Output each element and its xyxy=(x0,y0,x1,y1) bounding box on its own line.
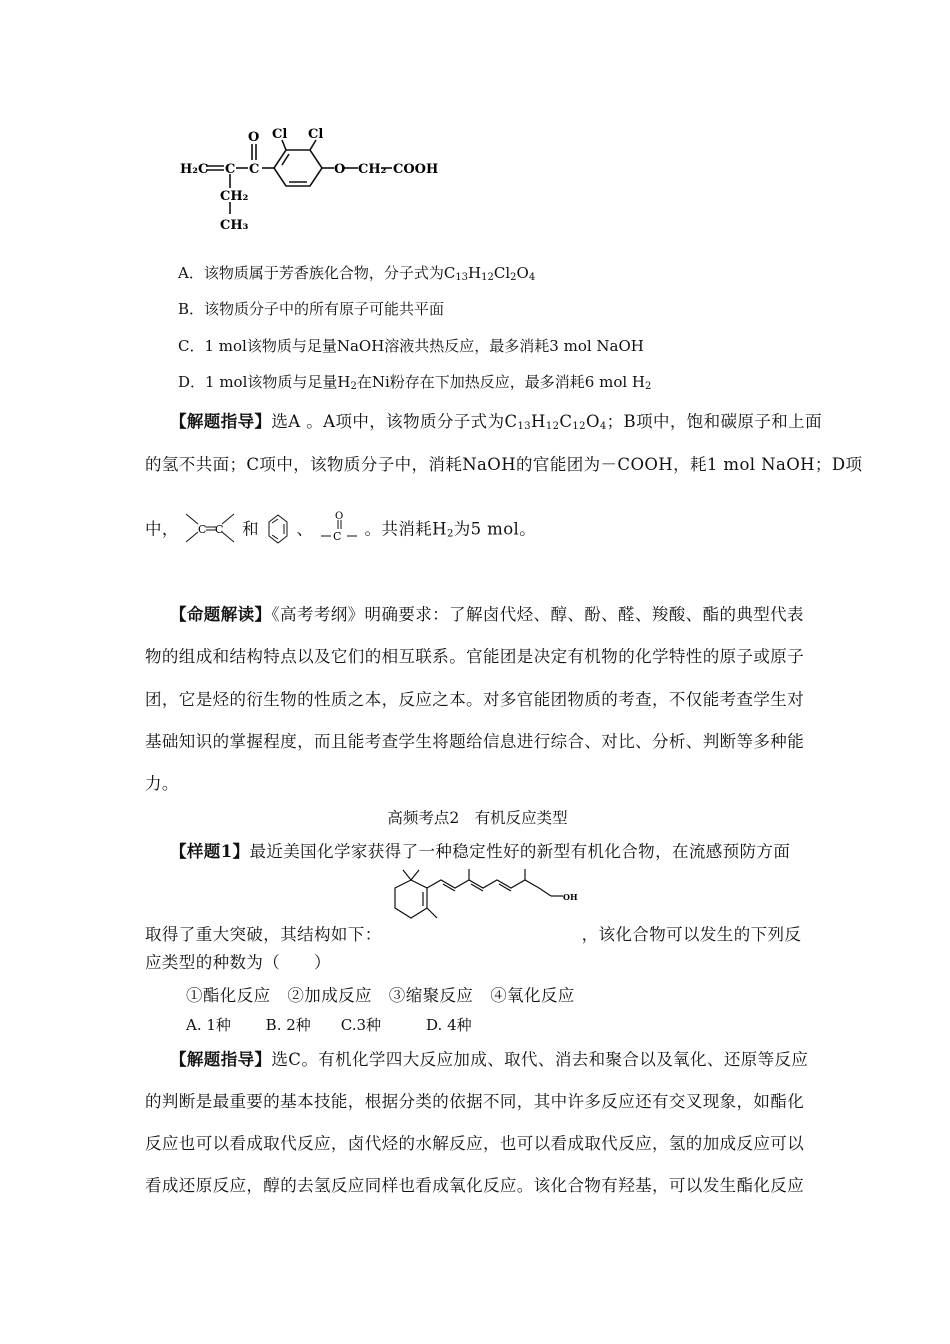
struct-c: C xyxy=(225,162,236,177)
formula-sub: 13 xyxy=(455,272,469,283)
q2-line3: 应类型的种数为（ ） xyxy=(145,953,331,972)
guide2-tag: 【解题指导】 xyxy=(170,1050,272,1069)
formula-el: O xyxy=(516,264,529,282)
q2-choices: A. 1种 B. 2种 C.3种 D. 4种 xyxy=(186,1016,472,1034)
q2-text-2b: ，该化合物可以发生的下列反 xyxy=(581,925,802,944)
option-b: B．该物质分子中的所有原子可能共平面 xyxy=(178,300,445,318)
formula-el: Cl xyxy=(493,264,511,282)
guide2-text: 选C。有机化学四大反应加成、取代、消去和聚合以及氧化、还原等反应 xyxy=(271,1050,809,1069)
struct-oh: OH xyxy=(563,892,578,902)
reading-tag: 【命题解读】 xyxy=(170,605,272,624)
q2-line1 xyxy=(170,838,835,862)
reading-line5: 力。 xyxy=(145,774,179,793)
struct-o: O xyxy=(248,130,260,145)
guide1-text-4: 。共消耗H xyxy=(364,519,447,539)
guide1-line1 xyxy=(170,408,835,432)
guide2-line4: 看成还原反应，醇的去氢反应同样也看成氧化反应。该化合物有羟基，可以发生酯化反应 xyxy=(145,1176,805,1195)
option-a xyxy=(178,262,843,283)
formula-sub: 4 xyxy=(599,421,607,432)
formula-sub: 2 xyxy=(645,381,652,392)
formula-sub: 4 xyxy=(528,272,536,283)
guide1-line2: 的氢不共面；C项中，该物质分子中，消耗NaOH的官能团为－COOH，耗1 mol NaOH；D项 xyxy=(145,455,863,474)
formula-sub: 12 xyxy=(481,272,494,283)
carbonyl-group-icon xyxy=(319,510,359,550)
option-d-text: D．1 mol该物质与足量H xyxy=(178,373,351,391)
struct-cl1: Cl xyxy=(272,127,288,142)
reading-text: 《高考考纲》明确要求：了解卤代烃、醇、酚、醛、羧酸、酯的典型代表 xyxy=(271,605,804,624)
guide1-line3 xyxy=(145,510,810,550)
formula-el: H xyxy=(468,264,482,282)
reading-line2: 物的组成和结构特点以及它们的相互联系。官能团是决定有机物的化学特性的原子或原子 xyxy=(145,647,805,666)
section-title: 高频考点2 有机反应类型 xyxy=(387,809,568,827)
formula-sub: 2 xyxy=(350,381,357,392)
guide1-text-5: 为5 mol。 xyxy=(453,519,537,539)
svg-text:C: C xyxy=(215,523,225,536)
alkene-group-icon xyxy=(184,510,236,550)
q2-text: 最近美国化学家获得了一种稳定性好的新型有机化合物，在流感预防方面 xyxy=(249,842,791,861)
formula-el: C xyxy=(559,412,573,431)
guide1-text-2: ；B项中，饱和碳原子和上面 xyxy=(606,412,822,431)
svg-text:C: C xyxy=(332,530,342,543)
benzene-ring-icon xyxy=(265,510,291,550)
struct-cooh: COOH xyxy=(393,162,439,177)
formula-sub: 12 xyxy=(545,421,560,432)
formula-sub: 2 xyxy=(446,528,454,540)
formula-sub: 13 xyxy=(517,421,532,432)
q2-text-2a: 取得了重大突破，其结构如下： xyxy=(145,925,382,944)
option-a-text: A．该物质属于芳香族化合物，分子式为C xyxy=(178,264,456,282)
struct-ch2: CH₂ xyxy=(358,162,387,177)
svg-text:O: O xyxy=(334,511,344,522)
option-d xyxy=(178,371,843,392)
q2-reactions: ①酯化反应 ②加成反应 ③缩聚反应 ④氧化反应 xyxy=(186,986,575,1005)
struct-ch3: CH₃ xyxy=(220,218,249,233)
struct-h2c: H₂C xyxy=(180,162,209,177)
struct-ch2b: CH₂ xyxy=(220,189,249,204)
struct-c2: C xyxy=(249,162,260,177)
reading-line1 xyxy=(170,601,835,625)
struct-cl2: Cl xyxy=(308,127,324,142)
formula-sub: 12 xyxy=(572,421,586,432)
option-c: C．1 mol该物质与足量NaOH溶液共热反应，最多消耗3 mol NaOH xyxy=(178,337,644,355)
struct-ether-o: O xyxy=(334,162,346,177)
formula-el: O xyxy=(585,412,600,431)
guide2-line1 xyxy=(170,1046,835,1070)
svg-text:C: C xyxy=(198,523,208,536)
formula-el: H xyxy=(531,412,546,431)
guide1-text-3: 中， xyxy=(145,519,179,539)
option-d-text-2: 在Ni粉存在下加热反应，最多消耗6 mol H xyxy=(356,373,645,391)
q2-line2 xyxy=(145,921,810,945)
reading-line3: 团，它是烃的衍生物的性质之本，反应之本。对多官能团物质的考查，不仅能考查学生对 xyxy=(145,690,805,709)
reading-line4: 基础知识的掌握程度，而且能考查学生将题给信息进行综合、对比、分析、判断等多种能 xyxy=(145,732,805,751)
guide1-text: 选A 。A项中，该物质分子式为C xyxy=(271,412,518,431)
guide2-line2: 的判断是最重要的基本技能，根据分类的依据不同，其中许多反应还有交叉现象，如酯化 xyxy=(145,1092,805,1111)
guide1-and: 和 xyxy=(242,519,260,539)
guide1-tag: 【解题指导】 xyxy=(170,412,272,431)
q2-tag: 【样题1】 xyxy=(170,842,250,861)
structure-diagram-1 xyxy=(178,122,448,237)
guide2-line3: 反应也可以看成取代反应，卤代烃的水解反应，也可以看成取代反应，氢的加成反应可以 xyxy=(145,1134,805,1153)
formula-sub: 2 xyxy=(510,272,517,283)
guide1-sep: 、 xyxy=(296,519,314,539)
